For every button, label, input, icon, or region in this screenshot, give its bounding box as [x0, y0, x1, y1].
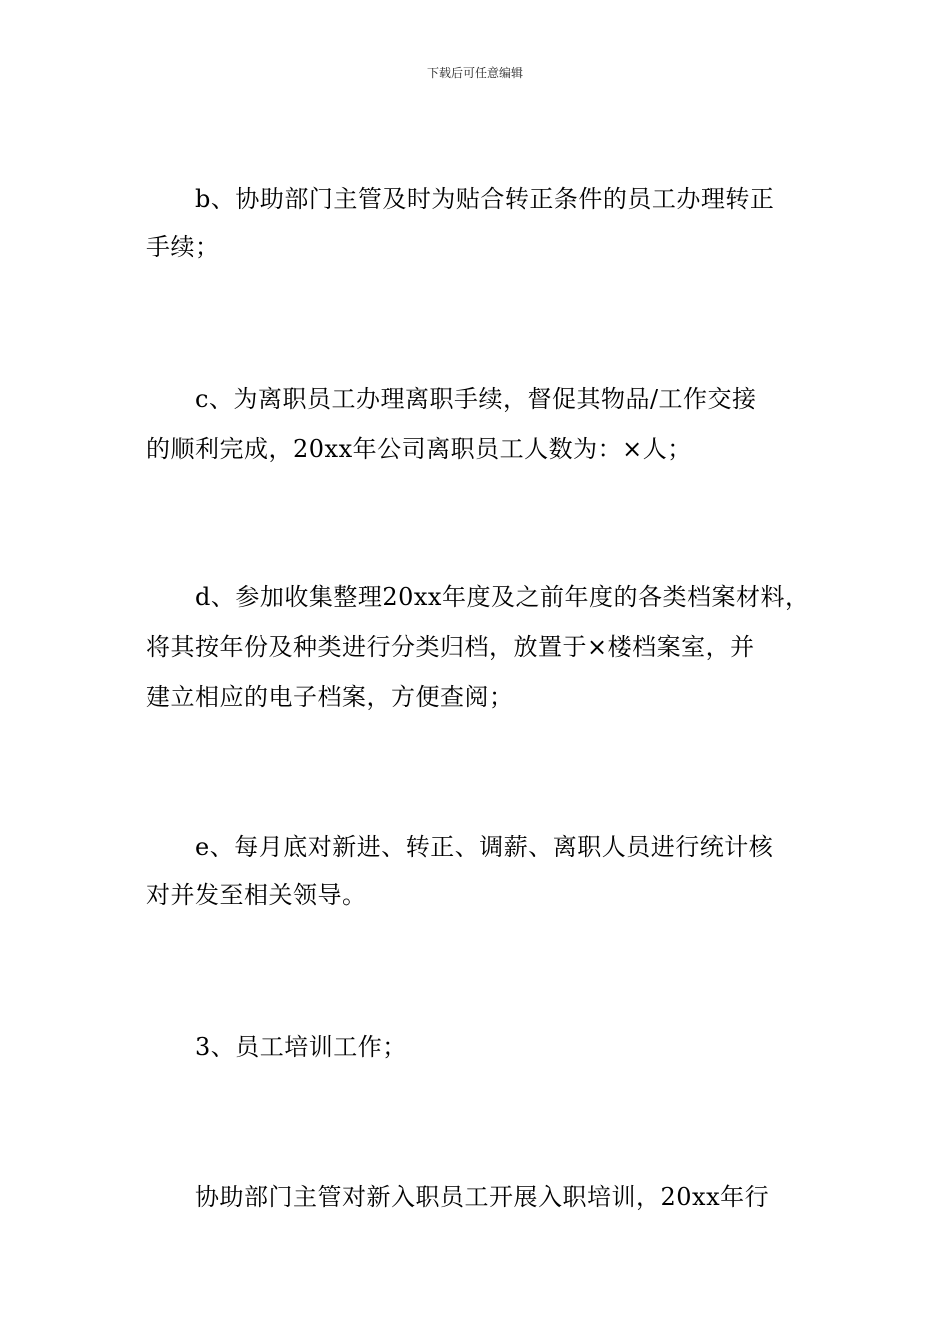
section-heading-3: 3、员工培训工作；: [146, 1033, 407, 1061]
paragraph-c-line-1: c、为离职员工办理离职手续，督促其物品/工作交接: [146, 385, 757, 413]
paragraph-c-line-2: 的顺利完成，20xx年公司离职员工人数为：×人；: [146, 435, 692, 463]
page-header: 下载后可任意编辑: [426, 66, 523, 80]
paragraph-b-line-2: 手续；: [146, 233, 220, 261]
paragraph-b-line-1: b、协助部门主管及时为贴合转正条件的员工办理转正: [146, 185, 775, 213]
paragraph-d-line-3: 建立相应的电子档案，方便查阅；: [146, 683, 514, 711]
paragraph-e-line-1: e、每月底对新进、转正、调薪、离职人员进行统计核: [146, 833, 774, 861]
training-paragraph-line-1: 协助部门主管对新入职员工开展入职培训，20xx年行: [146, 1183, 770, 1211]
paragraph-d-line-1: d、参加收集整理20xx年度及之前年度的各类档案材料，: [146, 583, 810, 611]
paragraph-d-line-2: 将其按年份及种类进行分类归档，放置于×楼档案室，并: [146, 633, 755, 661]
paragraph-e-line-2: 对并发至相关领导。: [146, 881, 367, 909]
